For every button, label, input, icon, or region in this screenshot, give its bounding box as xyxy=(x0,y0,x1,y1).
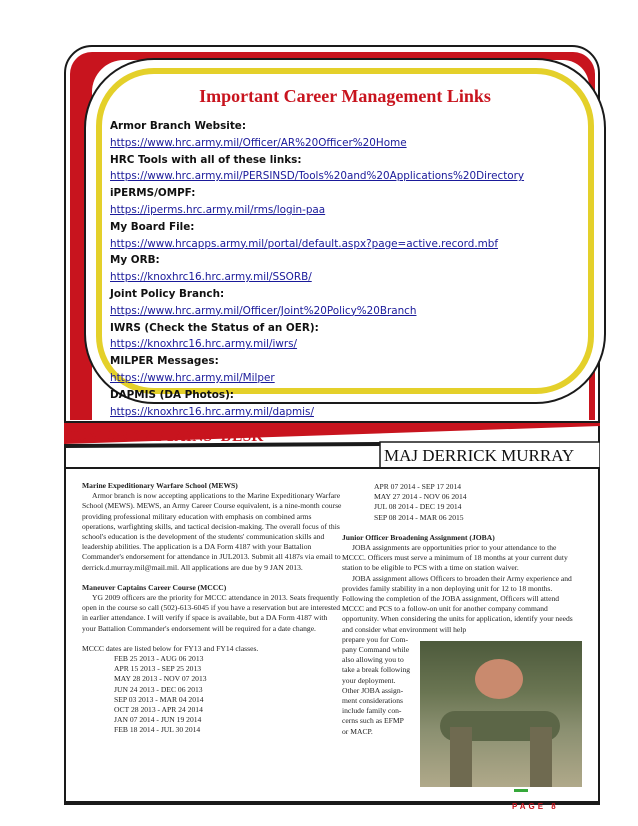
link-label-iperms: iPERMS/OMPF: xyxy=(110,187,196,200)
author-name: MAJ DERRICK MURRAY xyxy=(384,446,575,465)
page-number: PAGE 8 xyxy=(512,802,559,811)
link-label-dapmis: DAPMIS (DA Photos): xyxy=(110,388,234,401)
joba-wrap-line: pany Command while xyxy=(342,645,410,655)
mccc-heading: Maneuver Captains Career Course (MCCC) xyxy=(82,582,227,592)
joba-wrap-line: cerns such as EFMP xyxy=(342,716,404,726)
mccc-date-row: OCT 28 2013 - APR 24 2014 xyxy=(114,705,203,715)
link-iperms[interactable]: https://iperms.hrc.army.mil/rms/login-paa xyxy=(110,203,326,216)
mccc-body: YG 2009 officers are the priority for MCCC attendance in 2013. Seats frequently open in the course so call (502)-613-6045 if you have a reservation but are interested in earlier attendance. I will verify if space is available, but a DA Form 4187 with your Battalion Commander's endorsement will be required for a date change. xyxy=(82,593,341,633)
joba-wrap-line: or MACP. xyxy=(342,726,373,736)
mccc-date-row: FEB 25 2013 - AUG 06 2013 xyxy=(114,654,204,664)
mccc-date-row: FEB 18 2014 - JUL 30 2014 xyxy=(114,725,201,735)
link-label-joint-policy: Joint Policy Branch: xyxy=(110,287,225,300)
link-milper[interactable]: https://www.hrc.army.mil/Milper xyxy=(110,371,275,384)
footer-accent xyxy=(514,789,528,792)
link-label-milper: MILPER Messages: xyxy=(110,355,219,368)
joba-wrap-line: your deployment. xyxy=(342,675,396,685)
link-orb[interactable]: https://knoxhrc16.hrc.army.mil/SSORB/ xyxy=(110,271,312,284)
link-dapmis[interactable]: https://knoxhrc16.hrc.army.mil/dapmis/ xyxy=(110,405,314,418)
mccc-date-row: SEP 08 2014 - MAR 06 2015 xyxy=(374,512,464,522)
mccc-date-row: APR 07 2014 - SEP 17 2014 xyxy=(374,482,462,491)
link-label-orb: My ORB: xyxy=(110,254,160,267)
mccc-date-row: JUN 24 2013 - DEC 06 2013 xyxy=(114,684,203,694)
link-iwrs[interactable]: https://knoxhrc16.hrc.army.mil/iwrs/ xyxy=(110,338,298,351)
section-title: JUNIOR CAPTAINS’ DESK xyxy=(68,428,264,445)
mccc-date-row: MAY 28 2013 - NOV 07 2013 xyxy=(114,674,207,684)
joba-wrap-line: prepare you for Com- xyxy=(342,634,409,644)
mccc-date-row: APR 15 2013 - SEP 25 2013 xyxy=(114,664,202,674)
left-column xyxy=(82,481,342,736)
link-label-iwrs: IWRS (Check the Status of an OER): xyxy=(110,321,319,334)
joba-paragraph-2: JOBA assignment allows Officers to broaden their Army experience and provides family stability in a non deploying unit for 12 to 18 months. Following the completion of the JOBA assignment, Officers will attend MCCC and PCS to a follow-on unit for another company command opportunity. When considering the units for application, identify your needs and consider what environment will help xyxy=(342,573,573,634)
link-label-board-file: My Board File: xyxy=(110,220,195,233)
joba-wrap-line: take a break following xyxy=(342,665,411,675)
mews-body: Armor branch is now accepting applications to the Marine Expeditionary Warfare School (MEWS). MEWS, an Army Career Course equivalent, is a nine-month course providing professional military education with emphasis on combined arms operations, warfighting skills, and tactical decision-making. The overall focus of this school's education is the development of the students' communication skills and leadership abilities. The application is a DA Form 4187 with your Battalion Commander's endorsement for attendance in JUL2013. Submit all 4187s via email to derrick.d.murray.mil@mail.mil. All applications are due by 9 JAN 2013. xyxy=(82,491,342,572)
link-label-hrc-tools: HRC Tools with all of these links: xyxy=(110,153,302,166)
link-board-file[interactable]: https://www.hrcapps.army.mil/portal/default.aspx?page=active.record.mbf xyxy=(110,237,499,250)
mews-heading: Marine Expeditionary Warfare School (MEWS) xyxy=(82,481,238,490)
photo-boot-right xyxy=(530,727,552,787)
mccc-date-row: JAN 07 2014 - JUN 19 2014 xyxy=(114,715,202,725)
joba-wrap-line: also allowing you to xyxy=(342,655,404,665)
mccc-date-row: SEP 03 2013 - MAR 04 2014 xyxy=(114,694,204,704)
mccc-date-row: JUL 08 2014 - DEC 19 2014 xyxy=(374,502,462,512)
mccc-date-row: MAY 27 2014 - NOV 06 2014 xyxy=(374,492,467,502)
joba-wrap-line: ment considerations xyxy=(342,696,403,706)
joba-heading: Junior Officer Broadening Assignment (JOBA) xyxy=(342,532,495,542)
link-armor-branch[interactable]: https://www.hrc.army.mil/Officer/AR%20Officer%20Home xyxy=(110,136,407,149)
career-links-list xyxy=(110,118,580,420)
joba-paragraph-1: JOBA assignments are opportunities prior to your attendance to the MCCC. Officers must serve a minimum of 18 months at your current duty station to be eligible to PCS with a time on station waiver. xyxy=(342,543,568,573)
photo-figure-head xyxy=(475,659,523,699)
photo-boot-left xyxy=(450,727,472,787)
link-hrc-tools[interactable]: https://www.hrc.army.mil/PERSINSD/Tools%20and%20Applications%20Directory xyxy=(110,170,525,183)
joba-wrap-line: include family con- xyxy=(342,706,402,716)
link-label-armor-branch: Armor Branch Website: xyxy=(110,120,246,132)
mccc-dates-intro: MCCC dates are listed below for FY13 and FY14 classes. xyxy=(82,643,259,653)
link-joint-policy[interactable]: https://www.hrc.army.mil/Officer/Joint%20Policy%20Branch xyxy=(110,304,417,317)
links-box-title: Important Career Management Links xyxy=(199,86,491,106)
soldier-photo xyxy=(420,641,582,787)
joba-wrap-line: Other JOBA assign- xyxy=(342,685,404,695)
